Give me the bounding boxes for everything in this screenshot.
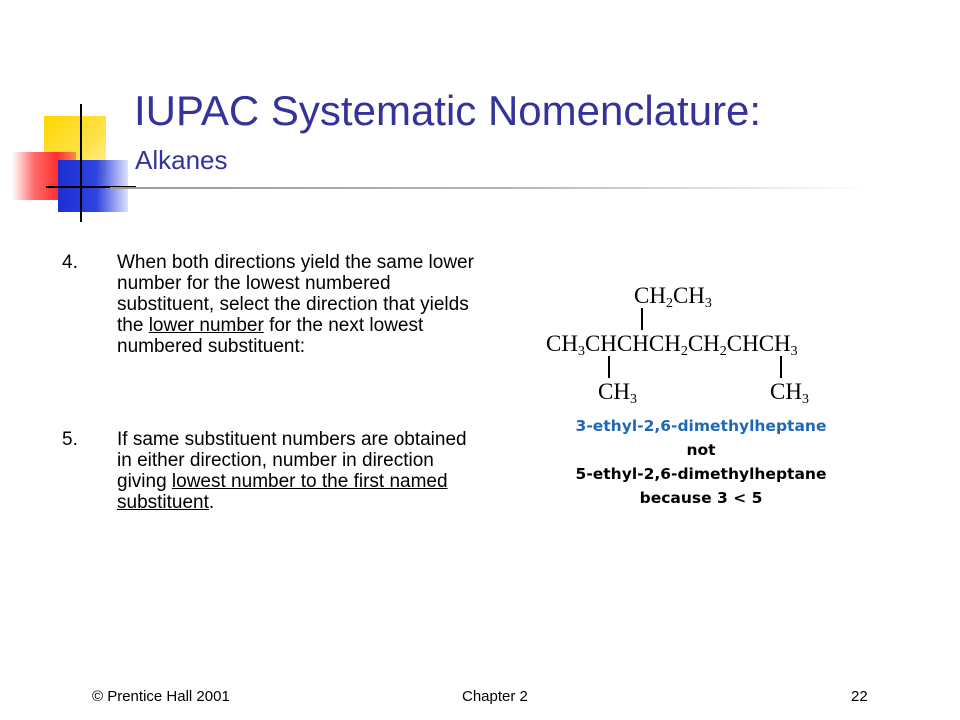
slide-subtitle: Alkanes [135,145,228,175]
title-divider [110,187,870,189]
methyl-group-right: $CH_3$ [770,379,809,407]
correct-name: 3-ethyl-2,6-dimethylheptane [575,417,827,435]
rule-text-part: If same substituent numbers are obtained in either direction, number in direction giving [117,429,467,492]
rule-text [117,252,477,357]
footer-page-number: 22 [851,688,868,705]
bond-line [780,356,782,378]
not-label: not [686,441,716,459]
slide-title: IUPAC Systematic Nomenclature: [134,87,762,134]
wrong-name: 5-ethyl-2,6-dimethylheptane [575,465,827,483]
decoration-vertical-line [80,104,82,222]
rule-number: 5. [62,429,78,450]
rule-text-part: for the next lowest numbered substituent: [117,315,424,357]
bond-line [641,308,643,330]
rule-text [117,429,477,513]
iupac-names [546,414,856,510]
main-chain: $CH_3CHCHCH_2CH_2CHCH_3$ [546,331,798,359]
rule-underlined-text: lowest number to the first named substituent [117,471,448,513]
structural-formula [546,280,876,410]
methyl-group-left: $CH_3$ [598,379,637,407]
reason-text: because 3 < 5 [639,489,763,507]
rule-text-part: When both directions yield the same lower number for the lowest numbered substituent, select the direction that yields the [117,252,474,336]
ethyl-group: $CH_2CH_3$ [634,283,712,311]
bond-line [608,356,610,378]
rule-underlined-text: lower number [148,315,264,336]
footer-copyright: © Prentice Hall 2001 [92,688,230,705]
footer-chapter: Chapter 2 [462,688,528,705]
rule-text-part: . [208,492,215,513]
rule-number: 4. [62,252,78,273]
